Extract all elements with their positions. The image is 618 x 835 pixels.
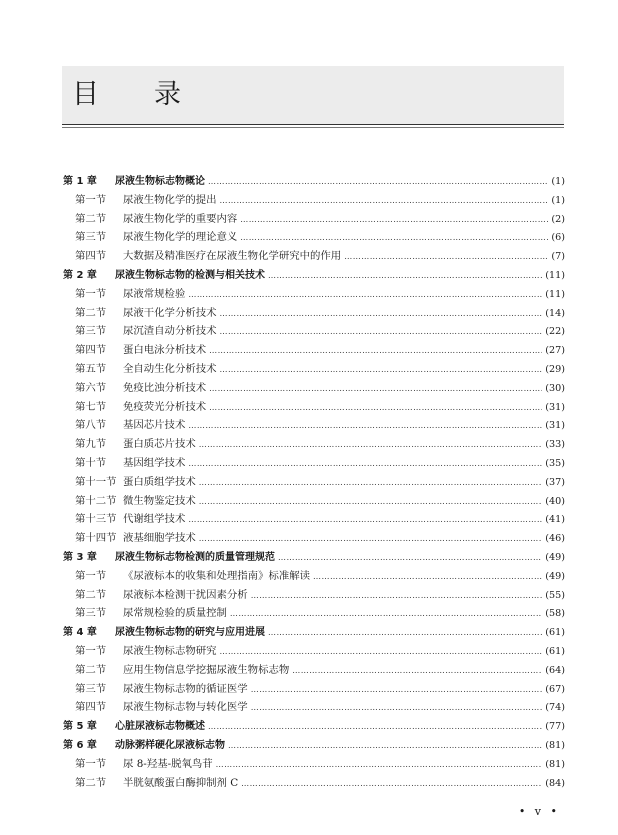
toc-entry-number: 第十三节	[75, 513, 117, 526]
toc-section-entry[interactable]	[63, 435, 565, 454]
toc-entry-title: 尿 8-羟基-脱氧鸟苷	[123, 757, 213, 770]
toc-entry-number: 第 1 章	[63, 176, 97, 187]
toc-section-entry[interactable]	[63, 322, 565, 341]
toc-entry-title: 尿液生物标志物的循证医学	[123, 682, 248, 695]
toc-entry-title: 大数据及精准医疗在尿液生物化学研究中的作用	[123, 250, 342, 263]
toc-entry-page: (27)	[545, 345, 565, 357]
toc-section-entry[interactable]	[63, 360, 565, 379]
toc-entry-number: 第 4 章	[63, 627, 97, 639]
toc-entry-page: (81)	[545, 758, 565, 770]
toc-leader-dots	[228, 741, 542, 750]
toc-leader-dots	[268, 628, 542, 637]
toc-leader-dots	[199, 534, 543, 543]
toc-entry-page: (33)	[545, 439, 565, 451]
toc-section-entry[interactable]	[63, 247, 565, 266]
toc-entry-number: 第四节	[75, 701, 107, 714]
toc-entry-title: 尿沉渣自动分析技术	[123, 325, 217, 338]
toc-entry-title: 尿常规检验的质量控制	[123, 607, 227, 620]
toc-section-entry[interactable]	[63, 473, 565, 492]
toc-entry-title: 液基细胞学技术	[123, 532, 196, 545]
toc-entry-page: (7)	[551, 251, 565, 263]
toc-entry-page: (81)	[545, 739, 565, 751]
toc-leader-dots	[199, 478, 543, 487]
toc-leader-dots	[278, 553, 542, 562]
toc-section-entry[interactable]	[63, 661, 565, 680]
toc-chapter-entry[interactable]	[63, 736, 565, 755]
toc-entry-title: 半胱氨酸蛋白酶抑制剂 C	[123, 776, 239, 789]
toc-entry-title: 全自动生化分析技术	[123, 362, 217, 375]
toc-entry-page: (31)	[545, 401, 565, 413]
toc-entry-page: (11)	[545, 269, 565, 281]
toc-entry-title: 尿液生物标志物与转化医学	[123, 701, 248, 714]
toc-entry-page: (1)	[551, 194, 565, 206]
toc-section-entry[interactable]	[63, 510, 565, 529]
toc-entry-page: (55)	[545, 589, 565, 601]
toc-entry-title: 蛋白电泳分析技术	[123, 344, 207, 357]
toc-section-entry[interactable]	[63, 341, 565, 360]
toc-entry-number: 第四节	[75, 250, 107, 263]
toc-section-entry[interactable]	[63, 604, 565, 623]
toc-section-entry[interactable]	[63, 210, 565, 229]
toc-chapter-entry[interactable]	[63, 172, 565, 191]
toc-section-entry[interactable]	[63, 416, 565, 435]
toc-entry-title: 尿液干化学分析技术	[123, 306, 217, 319]
toc-entry-number: 第 2 章	[63, 269, 97, 281]
toc-entry-page: (77)	[545, 721, 565, 733]
toc-entry-number: 第十四节	[75, 532, 117, 545]
toc-section-entry[interactable]	[63, 191, 565, 210]
toc-entry-page: (64)	[545, 664, 565, 676]
toc-entry-page: (6)	[551, 232, 565, 244]
toc-entry-page: (61)	[545, 627, 565, 639]
toc-section-entry[interactable]	[63, 228, 565, 247]
toc-entry-title: 尿液生物标志物概论	[115, 176, 205, 187]
toc-entry-number: 第十一节	[75, 475, 117, 488]
toc-entry-page: (61)	[545, 645, 565, 657]
toc-entry-number: 第九节	[75, 438, 107, 451]
toc-leader-dots	[241, 779, 542, 788]
toc-section-entry[interactable]	[63, 379, 565, 398]
toc-entry-number: 第一节	[75, 193, 107, 206]
toc-leader-dots	[292, 666, 542, 675]
toc-leader-dots	[209, 384, 542, 393]
toc-leader-dots	[251, 685, 543, 694]
toc-entry-title: 尿液生物标志物的研究与应用进展	[115, 627, 265, 639]
toc-entry-page: (1)	[551, 176, 565, 187]
toc-leader-dots	[220, 327, 543, 336]
toc-leader-dots	[240, 233, 548, 242]
toc-section-entry[interactable]	[63, 398, 565, 417]
toc-entry-page: (22)	[545, 326, 565, 338]
toc-entry-page: (29)	[545, 363, 565, 375]
toc-entry-title: 蛋白质组学技术	[123, 475, 196, 488]
toc-entry-number: 第六节	[75, 381, 107, 394]
toc-entry-page: (30)	[545, 382, 565, 394]
toc-chapter-entry[interactable]	[63, 717, 565, 736]
toc-leader-dots	[208, 177, 548, 186]
toc-entry-number: 第二节	[75, 776, 107, 789]
toc-leader-dots	[230, 609, 542, 618]
toc-entry-number: 第三节	[75, 607, 107, 620]
toc-entry-title: 应用生物信息学挖掘尿液生物标志物	[123, 663, 290, 676]
toc-entry-page: (40)	[545, 495, 565, 507]
toc-entry-page: (74)	[545, 702, 565, 714]
toc-leader-dots	[251, 591, 543, 600]
toc-entry-number: 第三节	[75, 682, 107, 695]
toc-entry-number: 第四节	[75, 344, 107, 357]
toc-entry-number: 第三节	[75, 325, 107, 338]
toc-entry-page: (2)	[551, 213, 565, 225]
toc-entry-page: (31)	[545, 420, 565, 432]
toc-entry-title: 微生物鉴定技术	[123, 494, 196, 507]
toc-section-entry[interactable]	[63, 304, 565, 323]
toc-entry-number: 第 6 章	[63, 739, 97, 751]
toc-chapter-entry[interactable]	[63, 623, 565, 642]
toc-entry-page: (67)	[545, 683, 565, 695]
toc-leader-dots	[313, 572, 542, 581]
toc-entry-page: (14)	[545, 307, 565, 319]
toc-leader-dots	[199, 497, 543, 506]
toc-section-entry[interactable]	[63, 774, 565, 793]
toc-entry-title: 代谢组学技术	[123, 513, 186, 526]
toc-entry-title: 尿液生物化学的提出	[123, 193, 217, 206]
toc-entry-number: 第十节	[75, 456, 107, 469]
toc-leader-dots	[209, 346, 542, 355]
toc-entry-title: 基因组学技术	[123, 456, 186, 469]
toc-entry-page: (46)	[545, 533, 565, 545]
toc-section-entry[interactable]	[63, 698, 565, 717]
toc-section-entry[interactable]	[63, 586, 565, 605]
toc-entry-title: 尿液生物化学的重要内容	[123, 212, 238, 225]
toc-section-entry[interactable]	[63, 567, 565, 586]
toc-entry-title: 基因芯片技术	[123, 419, 186, 432]
toc-entry-number: 第 3 章	[63, 551, 97, 563]
toc-entry-title: 尿液常规检验	[123, 287, 186, 300]
toc-entry-title: 尿液生物化学的理论意义	[123, 231, 238, 244]
toc-entry-number: 第一节	[75, 569, 107, 582]
toc-entry-title: 免疫荧光分析技术	[123, 400, 207, 413]
toc-entry-title: 免疫比浊分析技术	[123, 381, 207, 394]
toc-entry-title: 尿液生物标志物的检测与相关技术	[115, 269, 265, 281]
toc-entry-page: (37)	[545, 476, 565, 488]
toc-leader-dots	[188, 421, 542, 430]
toc-leader-dots	[209, 403, 542, 412]
toc-section-entry[interactable]	[63, 285, 565, 304]
toc-leader-dots	[188, 515, 542, 524]
toc-entry-number: 第二节	[75, 588, 107, 601]
toc-entry-page: (58)	[545, 608, 565, 620]
toc-entry-number: 第 5 章	[63, 721, 97, 733]
toc-leader-dots	[199, 440, 543, 449]
toc-section-entry[interactable]	[63, 642, 565, 661]
toc-section-entry[interactable]	[63, 755, 565, 774]
toc-entry-title: 蛋白质芯片技术	[123, 438, 196, 451]
toc-entry-title: 尿液生物标志物研究	[123, 644, 217, 657]
title-band	[62, 66, 564, 124]
toc-section-entry[interactable]	[63, 454, 565, 473]
toc-entry-number: 第二节	[75, 306, 107, 319]
toc-section-entry[interactable]	[63, 680, 565, 699]
toc-entry-page: (84)	[545, 777, 565, 789]
toc-chapter-entry[interactable]	[63, 548, 565, 567]
toc-leader-dots	[208, 722, 542, 731]
toc-leader-dots	[268, 271, 542, 280]
toc-leader-dots	[220, 647, 543, 656]
toc-entry-title: 尿液标本检测干扰因素分析	[123, 588, 248, 601]
toc-entry-page: (35)	[545, 457, 565, 469]
page-title: 目 录	[72, 79, 195, 110]
toc-entry-page: (11)	[545, 288, 565, 300]
toc-entry-number: 第二节	[75, 212, 107, 225]
toc-leader-dots	[188, 459, 542, 468]
title-rule	[62, 124, 564, 125]
toc-entry-title: 尿液生物标志物检测的质量管理规范	[115, 551, 275, 563]
toc-entry-number: 第一节	[75, 287, 107, 300]
toc-entry-number: 第一节	[75, 644, 107, 657]
title-rule-thin	[62, 127, 564, 128]
toc-entry-title: 心脏尿液标志物概述	[115, 721, 205, 733]
table-of-contents	[63, 172, 565, 792]
toc-entry-number: 第八节	[75, 419, 107, 432]
toc-leader-dots	[220, 365, 543, 374]
toc-entry-page: (49)	[545, 551, 565, 563]
toc-entry-number: 第二节	[75, 663, 107, 676]
toc-entry-number: 第七节	[75, 400, 107, 413]
toc-entry-title: 动脉粥样硬化尿液标志物	[115, 739, 225, 751]
toc-entry-page: (49)	[545, 570, 565, 582]
toc-section-entry[interactable]	[63, 492, 565, 511]
toc-leader-dots	[240, 215, 548, 224]
toc-entry-number: 第五节	[75, 362, 107, 375]
toc-entry-number: 第三节	[75, 231, 107, 244]
toc-section-entry[interactable]	[63, 529, 565, 548]
toc-leader-dots	[251, 703, 543, 712]
toc-leader-dots	[216, 760, 543, 769]
toc-leader-dots	[344, 252, 548, 261]
toc-leader-dots	[220, 309, 543, 318]
page-number: • v •	[518, 805, 560, 818]
toc-leader-dots	[220, 196, 549, 205]
toc-entry-number: 第十二节	[75, 494, 117, 507]
toc-entry-number: 第一节	[75, 757, 107, 770]
toc-leader-dots	[188, 290, 542, 299]
toc-entry-title: 《尿液标本的收集和处理指南》标准解读	[123, 569, 311, 582]
toc-entry-page: (41)	[545, 514, 565, 526]
toc-chapter-entry[interactable]	[63, 266, 565, 285]
